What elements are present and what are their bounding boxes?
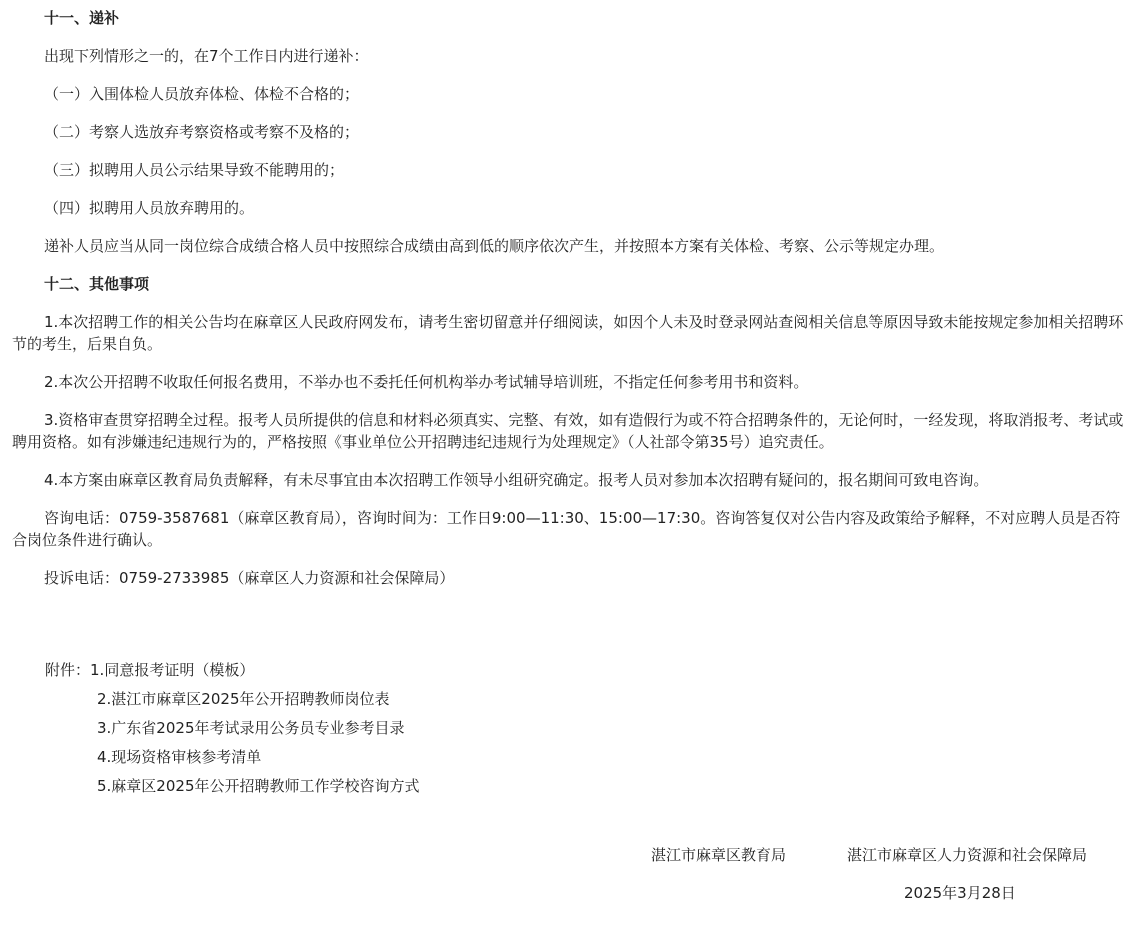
attachments-label: 附件：: [45, 661, 91, 679]
signature-date: 2025年3月28日: [904, 884, 1016, 902]
signature-org-education-bureau: 湛江市麻章区教育局: [651, 846, 787, 864]
attachment-link-1: 1.同意报考证明（模板）: [90, 661, 255, 679]
section-11-item-3: （三）拟聘用人员公示结果导致不能聘用的；: [44, 161, 345, 179]
signature-org-hr-bureau: 湛江市麻章区人力资源和社会保障局: [847, 846, 1088, 864]
section-11-item-4: （四）拟聘用人员放弃聘用的。: [44, 199, 255, 217]
section-11-item-1: （一）入围体检人员放弃体检、体检不合格的；: [44, 85, 360, 103]
attachment-item-5: 5.麻章区2025年公开招聘教师工作学校咨询方式: [97, 777, 420, 795]
attachment-item-3: 3.广东省2025年考试录用公务员专业参考目录: [97, 719, 405, 737]
section-12-item-4: 4.本方案由麻章区教育局负责解释，有未尽事宜由本次招聘工作领导小组研究确定。报考人员对参加本次招聘有疑问的，报名期间可致电咨询。: [44, 471, 989, 489]
section-11-intro: 出现下列情形之一的，在7个工作日内进行递补：: [44, 47, 369, 65]
attachment-item-1: [45, 656, 420, 685]
section-11-closing: 递补人员应当从同一岗位综合成绩合格人员中按照综合成绩由高到低的顺序依次产生，并按照本方案有关体检、考察、公示等规定办理。: [44, 237, 945, 255]
attachment-item-2: 2.湛江市麻章区2025年公开招聘教师岗位表: [97, 690, 390, 708]
section-12-item-3: 3.资格审查贯穿招聘全过程。报考人员所提供的信息和材料必须真实、完整、有效，如有造假行为或不符合招聘条件的，无论何时，一经发现，将取消报考、考试或聘用资格。如有涉嫌违纪违规行为的，严格按照《事业单位公开招聘违纪违规行为处理规定》（人社部令第35号）追究责任。: [12, 411, 1124, 451]
document-body: [12, 0, 1132, 589]
attachment-item-4: 4.现场资格审核参考清单: [97, 748, 262, 766]
section-11-heading: 十一、递补: [44, 9, 120, 27]
section-12-item-1: 1.本次招聘工作的相关公告均在麻章区人民政府网发布，请考生密切留意并仔细阅读，如因个人未及时登录网站查阅相关信息等原因导致未能按规定参加相关招聘环节的考生，后果自负。: [12, 313, 1124, 353]
section-12-heading: 十二、其他事项: [44, 275, 150, 293]
section-12-item-2: 2.本次公开招聘不收取任何报名费用，不举办也不委托任何机构举办考试辅导培训班，不指定任何参考用书和资料。: [44, 373, 809, 391]
complaint-phone-paragraph: 投诉电话：0759-2733985（麻章区人力资源和社会保障局）: [44, 569, 455, 587]
section-11-item-2: （二）考察人选放弃考察资格或考察不及格的；: [44, 123, 360, 141]
consult-phone-paragraph: 咨询电话：0759-3587681（麻章区教育局），咨询时间为：工作日9:00—11:30、15:00—17:30。咨询答复仅对公告内容及政策给予解释，不对应聘人员是否符合岗位条件进行确认。: [12, 509, 1121, 549]
attachments-list: [45, 656, 420, 801]
